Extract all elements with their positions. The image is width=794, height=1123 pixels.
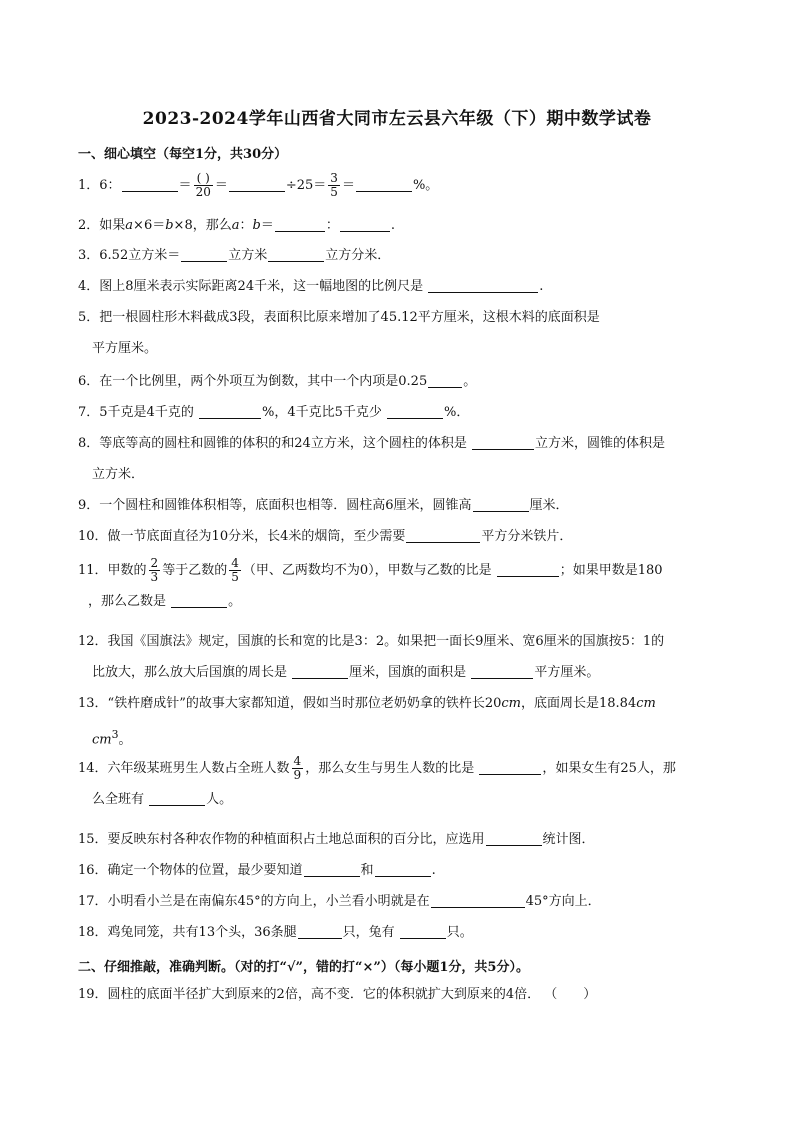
question-3: 3．6.52立方米＝ 立方米 立方分米． <box>78 248 391 263</box>
question-1: 1．6： ＝ $\frac{( )}{20}$ ＝ ÷25＝ $\frac{3}{5}$ ＝ %。 <box>78 171 439 199</box>
answer-blank[interactable] <box>356 177 412 192</box>
answer-blank[interactable] <box>298 924 342 939</box>
question-13: 13．“铁杵磨成针”的故事大家都知道，假如当时那位老奶奶拿的铁杵长20cm，底面周长是18.84cm $cm^3$。 <box>78 696 656 748</box>
question-5: 5．把一根圆柱形木料截成3段，表面积比原来增加了45.12平方厘米，这根木料的底面积是 平方厘米。 <box>78 310 600 356</box>
answer-blank[interactable] <box>471 664 533 679</box>
answer-blank[interactable] <box>428 373 462 388</box>
answer-blank[interactable] <box>406 528 480 543</box>
answer-blank[interactable] <box>497 562 559 577</box>
answer-blank[interactable] <box>479 760 541 775</box>
question-11: 11．甲数的 $\frac{2}{3}$ 等于乙数的 $\frac{4}{5}$ （甲、乙两数均不为0），甲数与乙数的比是 ；如果甲数是180 ，那么乙数是 。 <box>78 556 663 609</box>
answer-blank[interactable] <box>431 893 525 908</box>
answer-blank[interactable] <box>472 435 534 450</box>
exam-title: 2023-2024学年山西省大同市左云县六年级（下）期中数学试卷 <box>142 109 652 129</box>
question-12: 12．我国《国旗法》规定，国旗的长和宽的比是3：2。如果把一面长9厘米、宽6厘米的国旗按5：1的 比放大，那么放大后国旗的周长是 厘米，国旗的面积是 平方厘米。 <box>78 634 665 680</box>
answer-blank[interactable] <box>375 862 431 877</box>
question-7: 7．5千克是4千克的 %，4千克比5千克少 %． <box>78 405 470 420</box>
answer-blank[interactable] <box>149 791 205 806</box>
question-16: 16．确定一个物体的位置，最少要知道 和 . <box>78 863 436 878</box>
question-6: 6．在一个比例里，两个外项互为倒数，其中一个内项是0.25 。 <box>78 374 477 389</box>
answer-blank[interactable] <box>268 247 324 262</box>
fraction: $\frac{3}{5}$ <box>330 171 338 199</box>
question-19: 19．圆柱的底面半径扩大到原来的2倍，高不变．它的体积就扩大到原来的4倍． （ ） <box>78 987 597 1002</box>
judgement-bracket[interactable]: （ ） <box>544 987 597 1002</box>
question-8: 8．等底等高的圆柱和圆锥的体积的和24立方米，这个圆柱的体积是 立方米，圆锥的体积是 立方米． <box>78 436 665 482</box>
answer-blank[interactable] <box>181 247 227 262</box>
fraction: $\frac{2}{3}$ <box>150 556 159 584</box>
answer-blank[interactable] <box>275 217 325 232</box>
fraction: $\frac{4}{5}$ <box>231 556 239 584</box>
answer-blank[interactable] <box>340 217 390 232</box>
answer-blank[interactable] <box>486 831 542 846</box>
section-2-heading: 二、仔细推敲，准确判断。（对的打“√”，错的打“×”）（每小题1分，共5分）。 <box>78 960 529 975</box>
answer-blank[interactable] <box>171 593 227 608</box>
question-4: 4．图上8厘米表示实际距离24千米，这一幅地图的比例尺是 . <box>78 279 544 294</box>
question-14: 14．六年级某班男生人数占全班人数 $\frac{4}{9}$ ，那么女生与男生人数的比是 ，如果女生有25人，那 么全班有 人。 <box>78 754 676 807</box>
answer-blank[interactable] <box>199 404 261 419</box>
question-2: 2．如果a×6＝b×8，那么a：b＝ ： . <box>78 218 395 233</box>
answer-blank[interactable] <box>304 862 360 877</box>
section-1-heading: 一、细心填空（每空1分，共30分） <box>78 147 288 162</box>
answer-blank[interactable] <box>400 924 446 939</box>
answer-blank[interactable] <box>229 177 285 192</box>
question-18: 18．鸡兔同笼，共有13个头，36条腿 只，兔有 只。 <box>78 925 473 940</box>
answer-blank[interactable] <box>122 177 178 192</box>
answer-blank[interactable] <box>428 278 538 293</box>
question-10: 10．做一节底面直径为10分米，长4米的烟筒，至少需要 平方分米铁片． <box>78 529 573 544</box>
question-17: 17．小明看小兰是在南偏东45°的方向上，小兰看小明就是在 45°方向上． <box>78 894 601 909</box>
question-15: 15．要反映东村各种农作物的种植面积占土地总面积的百分比，应选用 统计图． <box>78 832 595 847</box>
question-9: 9．一个圆柱和圆锥体积相等，底面积也相等．圆柱高6厘米，圆锥高 厘米． <box>78 498 569 513</box>
fraction: $\frac{4}{9}$ <box>293 754 302 782</box>
answer-blank[interactable] <box>292 664 348 679</box>
answer-blank[interactable] <box>473 497 529 512</box>
answer-blank[interactable] <box>387 404 443 419</box>
fraction: $\frac{( )}{20}$ <box>195 171 211 199</box>
